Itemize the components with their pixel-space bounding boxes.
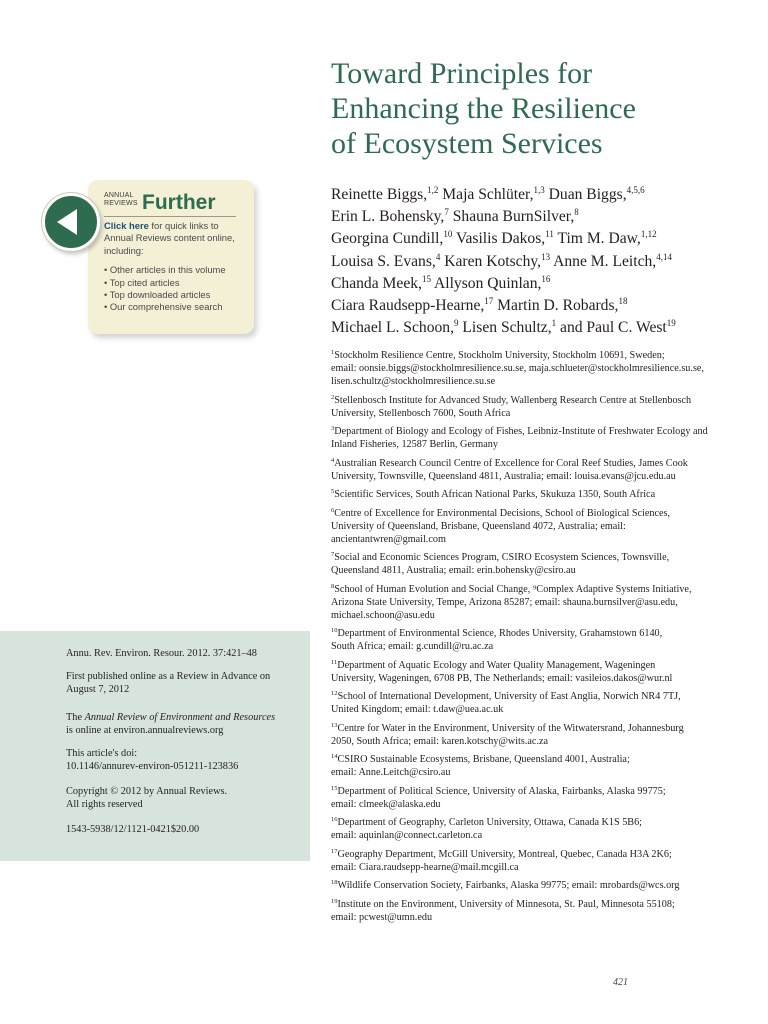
- further-box: [88, 180, 254, 334]
- affiliation: [331, 659, 731, 685]
- affiliation-number: 10: [331, 627, 338, 634]
- affiliation-text: email: Anne.Leitch@csiro.au: [331, 767, 451, 778]
- doi[interactable]: 10.1146/annurev-environ-051211-123836: [66, 761, 239, 772]
- affiliation-line: [331, 457, 731, 470]
- affiliation-text: School of International Development, University of East Anglia, Norwich NR4 7TJ,: [337, 691, 681, 702]
- author-name: Erin L. Bohensky,: [331, 208, 445, 226]
- text-prefix: The: [66, 712, 85, 723]
- affiliation-text: University, Wageningen, 6708 PB, The Netherlands; email: vasileios.dakos@wur.nl: [331, 672, 673, 684]
- intro-text: for quick links to: [148, 220, 219, 231]
- affiliation-text: email: oonsie.biggs@stockholmresilience.su.se, maja.schlueter@stockholmresilience.su.se,: [331, 363, 704, 374]
- author-affiliation-mark: 1,2: [427, 185, 439, 195]
- journal-name: Annual Review of Environment and Resources: [84, 712, 276, 723]
- author-name: Chanda Meek,: [331, 274, 422, 292]
- divider: [104, 216, 236, 217]
- first-published: [66, 670, 296, 696]
- affiliation-text: Scientific Services, South African National Parks, Skukuza 1350, South Africa: [334, 489, 656, 500]
- affiliation: [331, 785, 731, 811]
- affiliation-line: [331, 596, 731, 609]
- author-affiliation-mark: 10: [443, 229, 453, 240]
- journal-url[interactable]: is online at environ.annualreviews.org: [66, 725, 224, 736]
- author-affiliation-mark: 18: [618, 296, 628, 307]
- affiliation-line: [331, 848, 731, 861]
- author-affiliation-mark: 11: [545, 229, 554, 240]
- affiliation-number: 13: [331, 721, 338, 729]
- affiliation-number: 8: [331, 582, 335, 590]
- author-line: [331, 228, 751, 250]
- author-affiliation-mark: 15: [421, 273, 431, 284]
- author-affiliation-mark: 4,5,6: [626, 185, 645, 195]
- affiliation-line: [331, 640, 731, 653]
- affiliation-number: 3: [331, 425, 335, 432]
- affiliation: [331, 551, 731, 577]
- affiliation-number: 12: [331, 690, 338, 697]
- affiliation-line: [331, 362, 731, 375]
- affiliation-text: Department of Political Science, University of Alaska, Fairbanks, Alaska 99775;: [337, 785, 666, 797]
- affiliation: [331, 349, 731, 388]
- affiliation-line: [331, 735, 731, 748]
- journal-online: [66, 711, 296, 737]
- affiliation-line: [331, 753, 731, 766]
- further-links: [104, 264, 246, 314]
- further-link-item[interactable]: • Top downloaded articles: [104, 289, 246, 301]
- intro-text: Annual Reviews content online,: [104, 232, 235, 244]
- click-here-link[interactable]: Click here: [104, 220, 149, 231]
- affiliation-text: michael.schoon@asu.edu: [331, 609, 435, 621]
- author-line: [331, 184, 751, 206]
- affiliation-line: [331, 349, 731, 362]
- rights: All rights reserved: [66, 799, 143, 810]
- affiliation: [331, 394, 731, 420]
- affiliation-line: [331, 507, 731, 520]
- affiliation-number: 16: [331, 816, 338, 823]
- citation-box: [0, 631, 310, 861]
- affiliation: [331, 507, 731, 546]
- author-name: Ciara Raudsepp-Hearne,: [331, 297, 485, 315]
- affiliation: [331, 457, 731, 483]
- intro-text: including:: [104, 244, 144, 256]
- affiliation-text: email: Ciara.raudsepp-hearne@mail.mcgill.ca: [331, 861, 519, 873]
- affiliation: [331, 722, 731, 748]
- author-name: Vasilis Dakos,: [452, 230, 546, 248]
- affiliation-text: Department of Aquatic Ecology and Water Quality Management, Wageningen: [337, 659, 656, 671]
- copyright-block: [66, 785, 296, 811]
- affiliation-number: 6: [331, 506, 335, 514]
- affiliation-text: Centre of Excellence for Environmental Decisions, School of Biological Sciences,: [334, 507, 671, 519]
- author-name: Michael L. Schoon,: [331, 319, 454, 337]
- affiliation-text: Queensland 4811, Australia; email: erin.bohensky@csiro.au: [331, 565, 576, 576]
- affiliation-line: [331, 425, 731, 438]
- further-link-item[interactable]: • Other articles in this volume: [104, 264, 246, 276]
- article-title: [331, 56, 751, 161]
- author-affiliation-mark: 9: [454, 318, 459, 329]
- author-name: Duan Biggs,: [544, 186, 627, 203]
- affiliation-number: 7: [331, 551, 335, 558]
- affiliation-line: [331, 533, 731, 546]
- annual-reviews-further-logo: [104, 191, 244, 214]
- affiliation-line: [331, 470, 731, 483]
- affiliation-line: [331, 375, 731, 388]
- affiliation: [331, 816, 731, 842]
- author-list: [331, 184, 751, 339]
- title-line: of Ecosystem Services: [331, 127, 603, 160]
- page-number: 421: [613, 977, 628, 988]
- affiliation-line: [331, 659, 731, 672]
- author-affiliation-mark: 4: [435, 251, 441, 262]
- author-name: Georgina Cundill,: [331, 230, 444, 248]
- affiliation-text: Wildlife Conservation Society, Fairbanks, Alaska 99775; email: mrobards@wcs.org: [337, 880, 680, 891]
- affiliation-line: [331, 672, 731, 685]
- author-line: [331, 273, 751, 295]
- text-line: August 7, 2012: [66, 684, 130, 695]
- affiliation-text: email: pcwest@umn.edu: [331, 911, 433, 923]
- affiliation: [331, 425, 731, 451]
- affiliation-number: 14: [331, 753, 338, 760]
- author-name: Anne M. Leitch,: [550, 252, 657, 270]
- affiliation-text: University, Stellenbosch 7600, South Africa: [331, 407, 511, 419]
- affiliation-number: 5: [331, 488, 335, 495]
- affiliation-text: University, Townsville, Queensland 4811, Australia; email: louisa.evans@jcu.edu.au: [331, 470, 676, 482]
- affiliation-line: [331, 829, 731, 842]
- affiliation-text: ancientantwren@gmail.com: [331, 533, 446, 545]
- affiliation-line: [331, 583, 731, 596]
- affiliation-text: South Africa; email: g.cundill@ru.ac.za: [331, 641, 494, 652]
- author-name: Lisen Schultz,: [458, 319, 552, 337]
- copyright: Copyright © 2012 by Annual Reviews.: [66, 786, 228, 797]
- affiliation-text: email: aquinlan@connect.carleton.ca: [331, 830, 483, 841]
- doi-label: This article's doi:: [66, 748, 138, 759]
- affiliation-number: 2: [331, 393, 335, 401]
- further-description: [104, 220, 246, 314]
- affiliation-line: [331, 785, 731, 798]
- affiliation-line: [331, 407, 731, 420]
- affiliation: [331, 488, 731, 501]
- author-name: Tim M. Daw,: [553, 230, 641, 248]
- affiliation-number: 15: [331, 784, 338, 792]
- author-affiliation-mark: 17: [484, 296, 494, 307]
- author-line: [331, 295, 751, 317]
- affiliation: [331, 898, 731, 924]
- affiliation-text: University of Queensland, Brisbane, Queensland 4072, Australia; email:: [331, 520, 626, 532]
- affiliation-line: [331, 564, 731, 577]
- affiliation-number: 19: [331, 897, 338, 905]
- journal-reference: Annu. Rev. Environ. Resour. 2012. 37:421–48: [66, 648, 257, 659]
- author-name: and Paul C. West: [556, 319, 667, 337]
- affiliation-line: [331, 879, 731, 892]
- affiliation-text: Stockholm Resilience Centre, Stockholm University, Stockholm 10691, Sweden;: [334, 350, 665, 361]
- affiliation-text: Department of Biology and Ecology of Fishes, Leibniz-Institute of Freshwater Ecology and: [334, 426, 708, 437]
- affiliation-line: [331, 627, 731, 640]
- affiliation-number: 1: [331, 349, 335, 356]
- author-name: Reinette Biggs,: [331, 186, 428, 203]
- affiliation-number: 11: [331, 658, 338, 666]
- brand-line: ANNUAL: [104, 192, 134, 199]
- text-line: First published online as a Review in Advance on: [66, 671, 271, 682]
- author-name: Shauna BurnSilver,: [448, 208, 575, 226]
- affiliation-line: [331, 438, 731, 451]
- affiliation-line: [331, 861, 731, 874]
- author-affiliation-mark: 4,14: [656, 251, 672, 262]
- affiliation-text: Geography Department, McGill University, Montreal, Quebec, Canada H3A 2K6;: [337, 848, 672, 860]
- affiliation-text: School of Human Evolution and Social Change, ⁹Complex Adaptive Systems Initiative,: [334, 583, 692, 595]
- affiliation: [331, 583, 731, 622]
- author-affiliation-mark: 7: [444, 207, 449, 218]
- affiliation: [331, 753, 731, 779]
- affiliation-line: [331, 609, 731, 622]
- author-name: Allyson Quinlan,: [430, 274, 542, 292]
- affiliation-text: Department of Geography, Carleton University, Ottawa, Canada K1S 5B6;: [337, 817, 643, 828]
- affiliation-line: [331, 722, 731, 735]
- affiliation-line: [331, 551, 731, 564]
- affiliation-text: Social and Economic Sciences Program, CSIRO Ecosystem Sciences, Townsville,: [334, 552, 670, 563]
- affiliation-number: 18: [331, 879, 338, 886]
- author-affiliation-mark: 1,3: [533, 185, 545, 195]
- affiliation-text: Inland Fisheries, 12587 Berlin, Germany: [331, 439, 498, 450]
- author-affiliation-mark: 19: [666, 318, 676, 329]
- affiliation-line: [331, 816, 731, 829]
- title-line: Toward Principles for: [331, 57, 593, 90]
- affiliation-line: [331, 520, 731, 533]
- affiliation-text: Stellenbosch Institute for Advanced Study, Wallenberg Research Centre at Stellenbosch: [334, 394, 692, 406]
- affiliation: [331, 848, 731, 874]
- affiliation-line: [331, 898, 731, 911]
- author-line: [331, 251, 751, 273]
- author-name: Karen Kotschy,: [440, 252, 542, 270]
- back-arrow-icon[interactable]: [42, 193, 100, 251]
- author-name: Maja Schlüter,: [438, 186, 534, 203]
- author-affiliation-mark: 13: [541, 251, 551, 262]
- affiliation: [331, 627, 731, 653]
- author-affiliation-mark: 1,12: [640, 229, 657, 240]
- affiliation-line: [331, 488, 731, 501]
- author-line: [331, 206, 751, 228]
- affiliation: [331, 690, 731, 716]
- affiliation-line: [331, 690, 731, 703]
- affiliation-number: 4: [331, 456, 335, 464]
- author-name: Martin D. Robards,: [493, 297, 619, 315]
- brand-line: REVIEWS: [104, 200, 138, 207]
- affiliation-line: [331, 766, 731, 779]
- affiliation-line: [331, 798, 731, 811]
- affiliation-line: [331, 703, 731, 716]
- further-link-item[interactable]: • Top cited articles: [104, 277, 246, 289]
- title-line: Enhancing the Resilience: [331, 92, 636, 125]
- author-line: [331, 317, 751, 339]
- author-name: Louisa S. Evans,: [331, 252, 436, 270]
- affiliation-list: [331, 349, 731, 929]
- affiliation-text: lisen.schultz@stockholmresilience.su.se: [331, 376, 496, 387]
- brand-word: Further: [142, 191, 216, 214]
- issn: 1543-5938/12/1121-0421$20.00: [66, 824, 200, 835]
- affiliation-text: CSIRO Sustainable Ecosystems, Brisbane, Queensland 4001, Australia;: [337, 754, 630, 765]
- author-affiliation-mark: 8: [574, 207, 579, 218]
- affiliation-text: Department of Environmental Science, Rhodes University, Grahamstown 6140,: [337, 628, 663, 639]
- affiliation-text: Australian Research Council Centre of Excellence for Coral Reef Studies, James Cook: [334, 457, 688, 469]
- affiliation-text: email: clmeek@alaska.edu: [331, 798, 441, 810]
- affiliation-number: 17: [331, 847, 338, 855]
- author-affiliation-mark: 16: [541, 273, 551, 284]
- doi-block: [66, 747, 296, 773]
- affiliation-text: Arizona State University, Tempe, Arizona 85287; email: shauna.burnsilver@asu.edu,: [331, 596, 678, 608]
- affiliation-text: 2050, South Africa; email: karen.kotschy@wits.ac.za: [331, 735, 549, 747]
- affiliation-text: United Kingdom; email: t.daw@uea.ac.uk: [331, 704, 504, 715]
- affiliation-line: [331, 911, 731, 924]
- affiliation-text: Centre for Water in the Environment, University of the Witwatersrand, Johannesburg: [337, 722, 684, 734]
- further-link-item[interactable]: • Our comprehensive search: [104, 301, 246, 313]
- affiliation: [331, 879, 731, 892]
- affiliation-line: [331, 394, 731, 407]
- author-affiliation-mark: 1: [551, 318, 557, 329]
- affiliation-text: Institute on the Environment, University of Minnesota, St. Paul, Minnesota 55108;: [337, 898, 675, 910]
